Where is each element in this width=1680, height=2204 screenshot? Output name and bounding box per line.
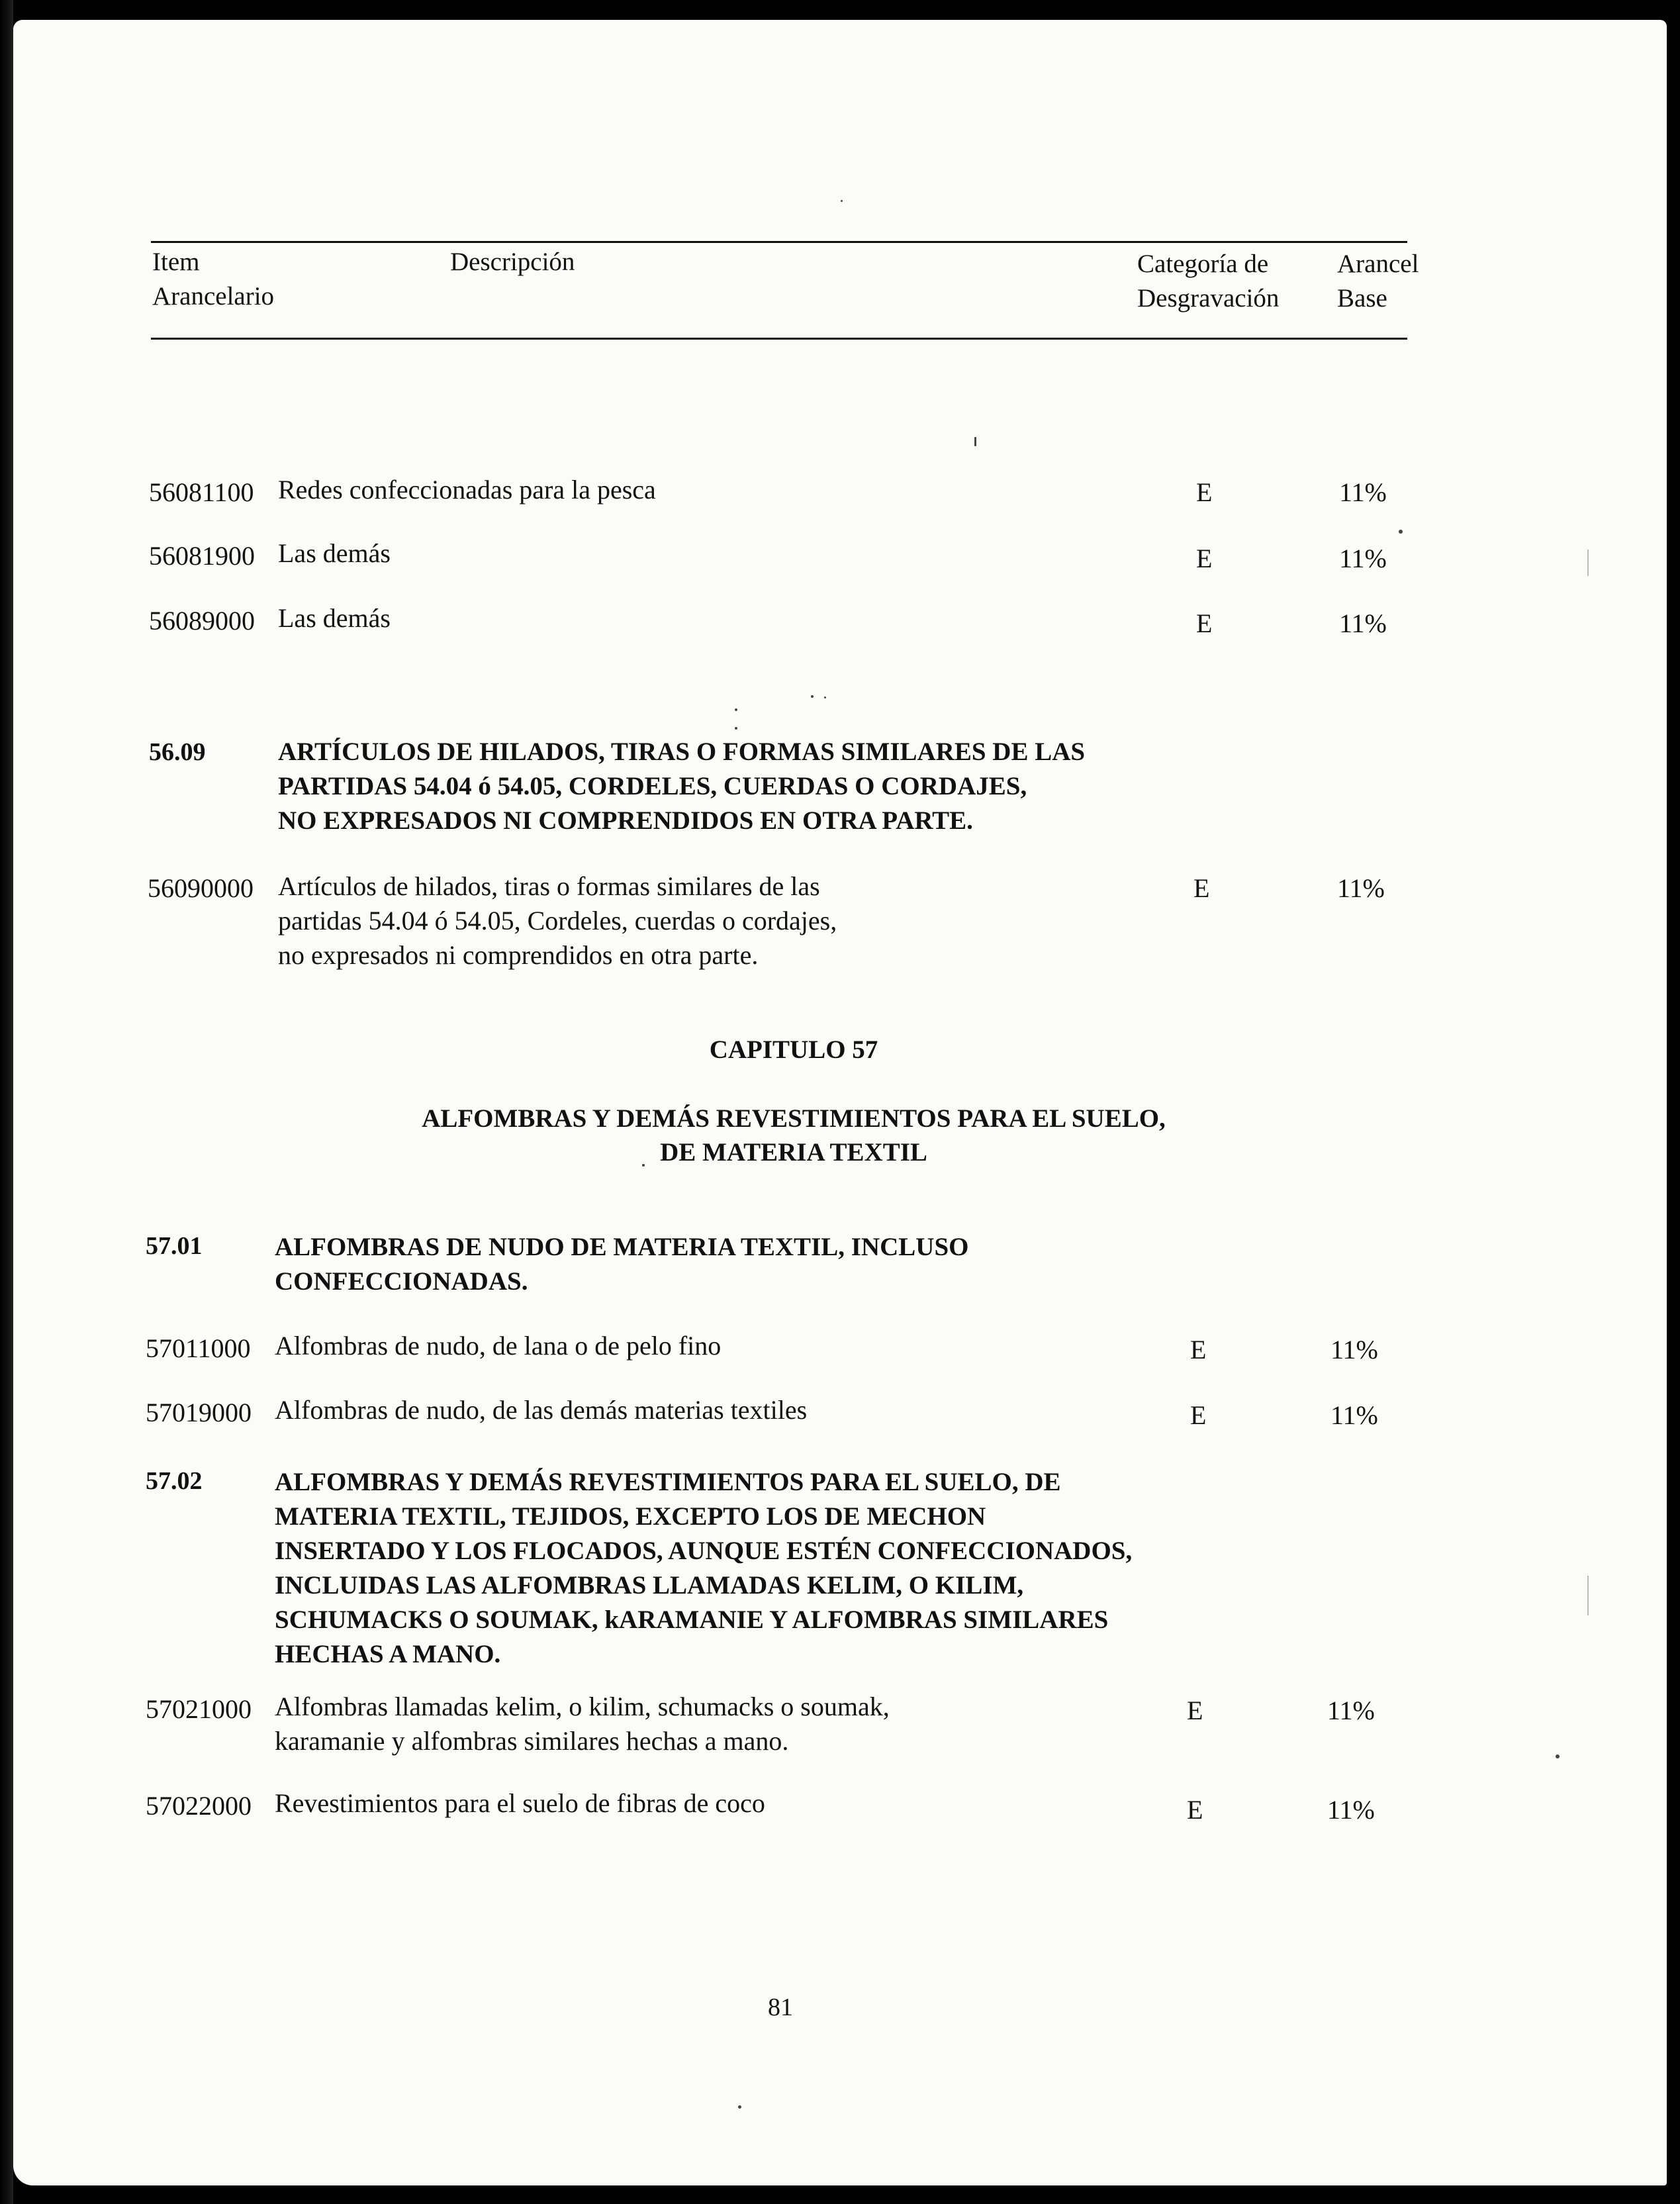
header-item-column: Item Arancelario xyxy=(152,248,275,311)
item-code: 57022000 xyxy=(146,1791,252,1821)
item-description: Las demás xyxy=(278,538,391,568)
header-category-column: Categoría de Desgravación xyxy=(1137,250,1280,312)
header-bottom-rule xyxy=(151,338,1407,340)
document-page xyxy=(13,20,1667,2185)
item-code: 57011000 xyxy=(146,1333,251,1363)
scan-speck xyxy=(735,727,737,730)
scan-speck xyxy=(824,696,826,698)
item-code: 56090000 xyxy=(148,873,254,903)
scan-speck xyxy=(974,437,976,446)
item-rate: 11% xyxy=(1337,873,1385,903)
chapter-subtitle-line1: ALFOMBRAS Y DEMÁS REVESTIMIENTOS PARA EL SUELO, xyxy=(422,1104,1166,1133)
scan-speck xyxy=(841,200,843,202)
header-description-column: Descripción xyxy=(450,248,575,276)
item-description: Artículos de hilados, tiras o formas similares de las partidas 54.04 ó 54.05, Cordeles, cuerdas o cordajes, no expresados ni comprendidos en otra parte. xyxy=(278,871,837,970)
chapter-title: CAPITULO 57 xyxy=(709,1035,878,1064)
item-rate: 11% xyxy=(1330,1335,1378,1365)
item-description: Redes confeccionadas para la pesca xyxy=(278,475,656,504)
item-category: E xyxy=(1190,1335,1207,1365)
item-rate: 11% xyxy=(1339,608,1387,638)
item-category: E xyxy=(1196,608,1213,638)
scan-speck xyxy=(811,695,814,698)
chapter-subtitle-line2: DE MATERIA TEXTIL xyxy=(660,1138,927,1167)
scan-edge xyxy=(0,0,13,2204)
scan-speck xyxy=(642,1164,645,1167)
scan-speck xyxy=(1556,1754,1560,1758)
heading-number: 57.01 xyxy=(146,1232,203,1260)
header-rate-column: Arancel Base xyxy=(1337,250,1419,312)
item-category: E xyxy=(1196,544,1213,573)
item-category: E xyxy=(1187,1696,1203,1725)
item-description: Alfombras de nudo, de las demás materias textiles xyxy=(275,1395,808,1425)
item-rate: 11% xyxy=(1327,1795,1375,1825)
heading-text: ALFOMBRAS DE NUDO DE MATERIA TEXTIL, INCLUSO CONFECCIONADAS. xyxy=(275,1233,969,1296)
header-top-rule xyxy=(151,241,1407,243)
heading-number: 57.02 xyxy=(146,1467,203,1495)
item-rate: 11% xyxy=(1339,544,1387,573)
item-rate: 11% xyxy=(1327,1696,1375,1725)
item-description: Alfombras de nudo, de lana o de pelo fino xyxy=(275,1331,722,1361)
item-description: Alfombras llamadas kelim, o kilim, schumacks o soumak, karamanie y alfombras similares hechas a mano. xyxy=(275,1692,890,1756)
scan-speck xyxy=(738,2105,741,2109)
heading-text: ARTÍCULOS DE HILADOS, TIRAS O FORMAS SIMILARES DE LAS PARTIDAS 54.04 ó 54.05, CORDELES, CUERDAS O CORDAJES, NO EXPRESADOS NI COMPRENDIDOS EN OTRA PARTE. xyxy=(278,738,1086,835)
page-number: 81 xyxy=(768,1993,793,2021)
item-code: 56081100 xyxy=(149,477,254,507)
item-code: 56081900 xyxy=(149,541,255,571)
item-description: Las demás xyxy=(278,603,391,633)
item-category: E xyxy=(1190,1400,1207,1430)
scan-speck xyxy=(1399,530,1403,534)
scan-speck xyxy=(1587,1576,1589,1615)
heading-text: ALFOMBRAS Y DEMÁS REVESTIMIENTOS PARA EL SUELO, DE MATERIA TEXTIL, TEJIDOS, EXCEPTO LOS DE MECHON INSERTADO Y LOS FLOCADOS, AUNQUE ESTÉN CONFECCIONADOS, INCLUIDAS LAS ALFOMBRAS LLAMADAS KELIM, O KILIM, SCHUMACKS O SOUMAK, kARAMANIE Y ALFOMBRAS SIMILARES HECHAS A MANO. xyxy=(275,1468,1133,1668)
item-code: 57021000 xyxy=(146,1694,252,1724)
item-category: E xyxy=(1193,873,1210,903)
item-category: E xyxy=(1187,1795,1203,1825)
scan-speck xyxy=(1587,550,1589,576)
item-rate: 11% xyxy=(1339,477,1387,507)
item-code: 56089000 xyxy=(149,606,255,636)
item-rate: 11% xyxy=(1330,1400,1378,1430)
scan-speck xyxy=(735,708,737,711)
item-category: E xyxy=(1196,477,1213,507)
item-code: 57019000 xyxy=(146,1398,252,1427)
item-description: Revestimientos para el suelo de fibras de coco xyxy=(275,1788,765,1818)
heading-number: 56.09 xyxy=(149,738,206,766)
